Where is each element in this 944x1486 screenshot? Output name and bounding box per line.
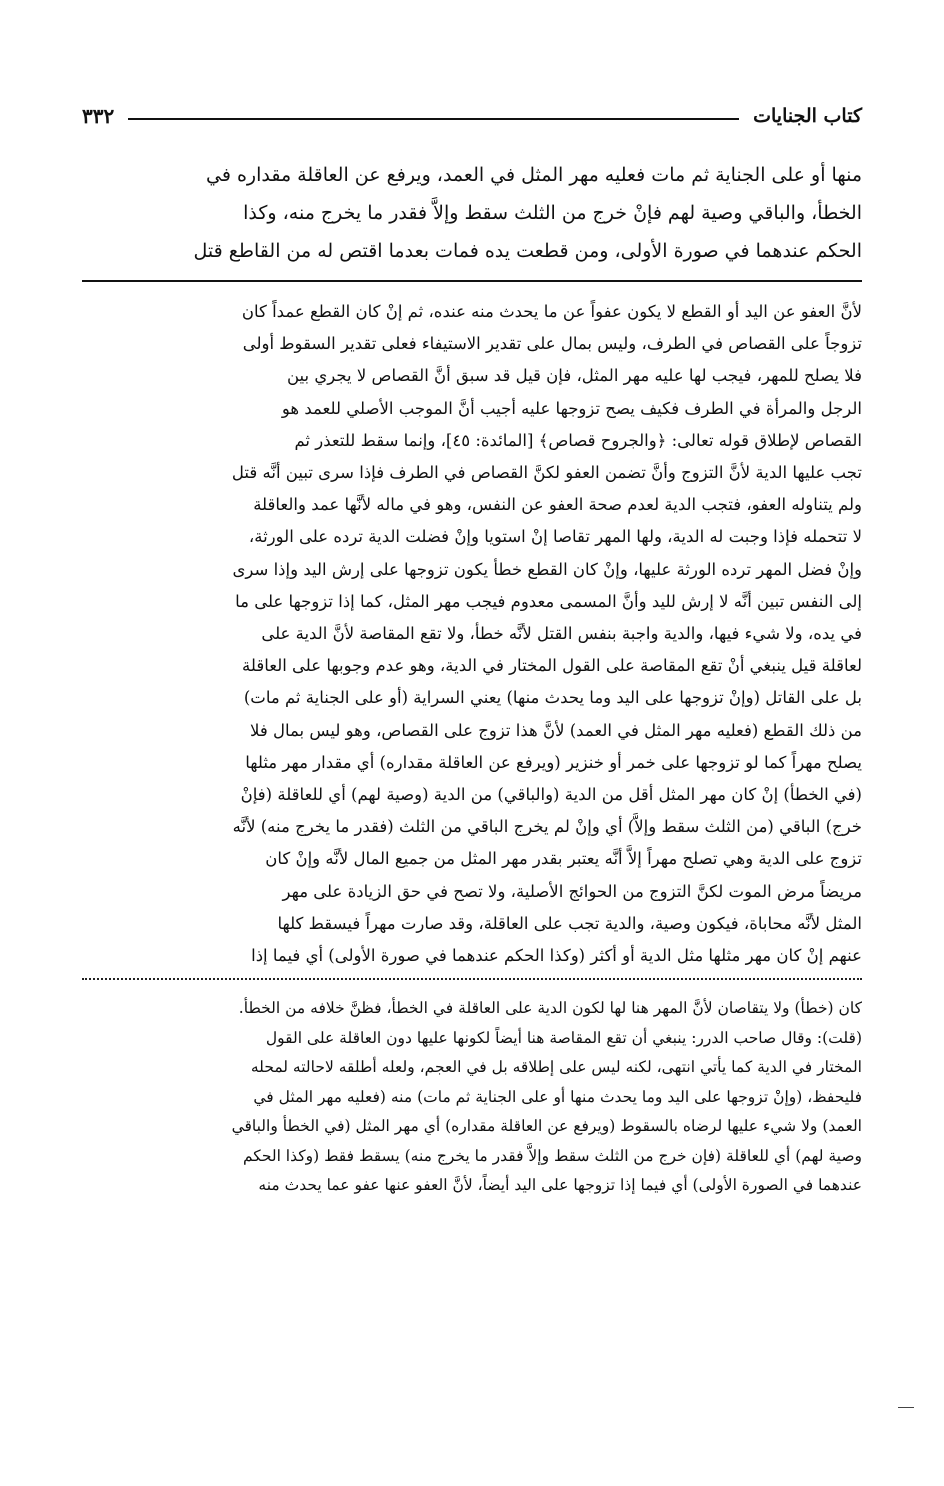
page-number: ٣٣٢	[82, 104, 115, 128]
matn-line: الحكم عندهما في صورة الأولى، ومن قطعت يده فمات بعدما اقتص له من القاطع قتل	[193, 240, 862, 262]
footnote-line: وصية لهم) أي للعاقلة (فإن خرج من الثلث سقط وإلاَّ فقدر ما يخرج منه) يسقط فقط (وكذا الحكم	[242, 1146, 862, 1165]
commentary-line: لعاقلة قيل ينبغي أنْ تقع المقاصة على القول المختار في الدية، وهو عدم وجوبها على العاقلة	[242, 656, 862, 676]
commentary-line: القصاص لإطلاق قوله تعالى: ﴿والجروح قصاص﴾ [المائدة: ٤٥]، وإنما سقط للتعذر ثم	[294, 430, 862, 450]
commentary-line: وإنْ فضل المهر ترده الورثة عليها، وإنْ كان القطع خطأ يكون تزوجها على إرش اليد وإذا سرى	[232, 559, 862, 579]
commentary-line: تجب عليها الدية لأنَّ التزوج وأنَّ تضمن العفو لكنَّ القصاص في الطرف فإذا سرى تبين أنَّه قتل	[231, 463, 862, 483]
footnote-line: كان (خطأ) ولا يتقاصان لأنَّ المهر هنا لها لكون الدية على العاقلة في الخطأ، فظنَّ خلافه من الخطأ.	[238, 999, 862, 1018]
commentary-line: ولم يتناوله العفو، فتجب الدية لعدم صحة العفو عن النفس، وهو في ماله لأنَّها عمد والعاقلة	[253, 495, 862, 515]
footnote-line: (قلت): وقال صاحب الدرر: ينبغي أن تقع المقاصة هنا أيضاً لكونها عليها دون العاقلة على القول	[265, 1028, 862, 1047]
commentary-line: لأنَّ العفو عن اليد أو القطع لا يكون عفواً عن ما يحدث منه عنده، ثم إنْ كان القطع عمداً كان	[241, 302, 862, 321]
matn-text	[82, 156, 862, 270]
matn-line: الخطأ، والباقي وصية لهم فإنْ خرج من الثلث سقط وإلاَّ فقدر ما يخرج منه، وكذا	[243, 202, 862, 224]
commentary-line: لا تتحمله فإذا وجبت له الدية، ولها المهر تقاصا إنْ استويا وإنْ فضلت الدية ترده على الورثة،	[248, 527, 862, 547]
commentary-line: الرجل والمرأة في الطرف فكيف يصح تزوجها عليه أجيب أنَّ الموجب الأصلي للعمد هو	[281, 398, 862, 418]
footnote-line: المختار في الدية كما يأتي انتهى، لكنه ليس على إطلاقه بل في العجم، ولعله أطلقه لاحالته لمحله	[250, 1058, 862, 1077]
header-rule	[128, 118, 739, 120]
commentary-line: خرج) الباقي (من الثلث سقط وإلاَّ) أي وإنْ لم يخرج الباقي من الثلث (فقدر ما يخرج منه) لأنَّه	[232, 817, 862, 837]
commentary-line: في يده، ولا شيء فيها، والدية واجبة بنفس القتل لأنَّه خطأ، ولا تقع المقاصة لأنَّ الدية على	[261, 624, 862, 644]
commentary-line: المثل لأنَّه محاباة، فيكون وصية، والدية تجب على العاقلة، وقد صارت مهراً فيسقط كلها	[277, 913, 862, 933]
commentary-line: (في الخطأ) إنْ كان مهر المثل أقل من الدية (والباقي) من الدية (وصية لهم) أي للعاقلة (فإنْ	[240, 785, 862, 805]
footnote-line: فليحفظ، (وإنْ تزوجها على اليد وما يحدث منها أو على الجناية ثم مات) منه (فعليه مهر المثل في	[253, 1087, 862, 1106]
commentary-line: فلا يصلح للمهر، فيجب لها عليه مهر المثل، فإن قيل قد سبق أنَّ القصاص لا يجري بين	[287, 366, 862, 386]
book-page	[82, 96, 862, 1201]
commentary-line: من ذلك القطع (فعليه مهر المثل في العمد) لأنَّ هذا تزوج على القصاص، وهو ليس بمال فلا	[250, 720, 862, 740]
commentary-line: يصلح مهراً كما لو تزوجها على خمر أو خنزير (ويرفع عن العاقلة مقداره) أي مقدار مهر مثلها	[245, 752, 862, 772]
chapter-title: كتاب الجنايات	[753, 105, 862, 127]
commentary-line: إلى النفس تبين أنَّه لا إرش لليد وأنَّ المسمى معدوم فيجب مهر المثل، كما إذا تزوجها على ما	[235, 591, 862, 611]
footnote-line: عندهما في الصورة الأولى) أي فيما إذا تزوجها على اليد أيضاً، لأنَّ العفو عنها عفو عما يحدث منه	[258, 1176, 862, 1195]
commentary-text	[82, 296, 862, 972]
footnote-line: العمد) ولا شيء عليها لرضاه بالسقوط (ويرفع عن العاقلة مقداره) أي مهر المثل (في الخطأ والباقي	[231, 1117, 862, 1136]
matn-divider	[82, 280, 862, 282]
matn-line: منها أو على الجناية ثم مات فعليه مهر المثل في العمد، ويرفع عن العاقلة مقداره في	[206, 164, 862, 186]
commentary-line: عنهم إنْ كان مهر مثلها مثل الدية أو أكثر (وكذا الحكم عندهما في صورة الأولى) أي فيما إذا	[251, 946, 862, 966]
commentary-line: تزوجاً على القصاص في الطرف، وليس بمال على تقدير الاستيفاء فعلى تقدير السقوط أولى	[242, 334, 862, 354]
dotted-divider	[82, 978, 862, 986]
commentary-line: تزوج على الدية وهي تصلح مهراً إلاَّ أنَّه يعتبر بقدر مهر المثل من جميع المال لأنَّه وإنْ كان	[265, 849, 862, 869]
commentary-line: مريضاً مرض الموت لكنَّ التزوج من الحوائج الأصلية، ولا تصح في حق الزيادة على مهر	[282, 881, 862, 901]
running-header	[82, 96, 862, 136]
footnote-text	[82, 994, 862, 1201]
scan-edge-mark	[898, 1407, 914, 1408]
commentary-line: بل على القاتل (وإنْ تزوجها على اليد وما يحدث منها) يعني السراية (أو على الجناية ثم مات)	[243, 688, 862, 708]
